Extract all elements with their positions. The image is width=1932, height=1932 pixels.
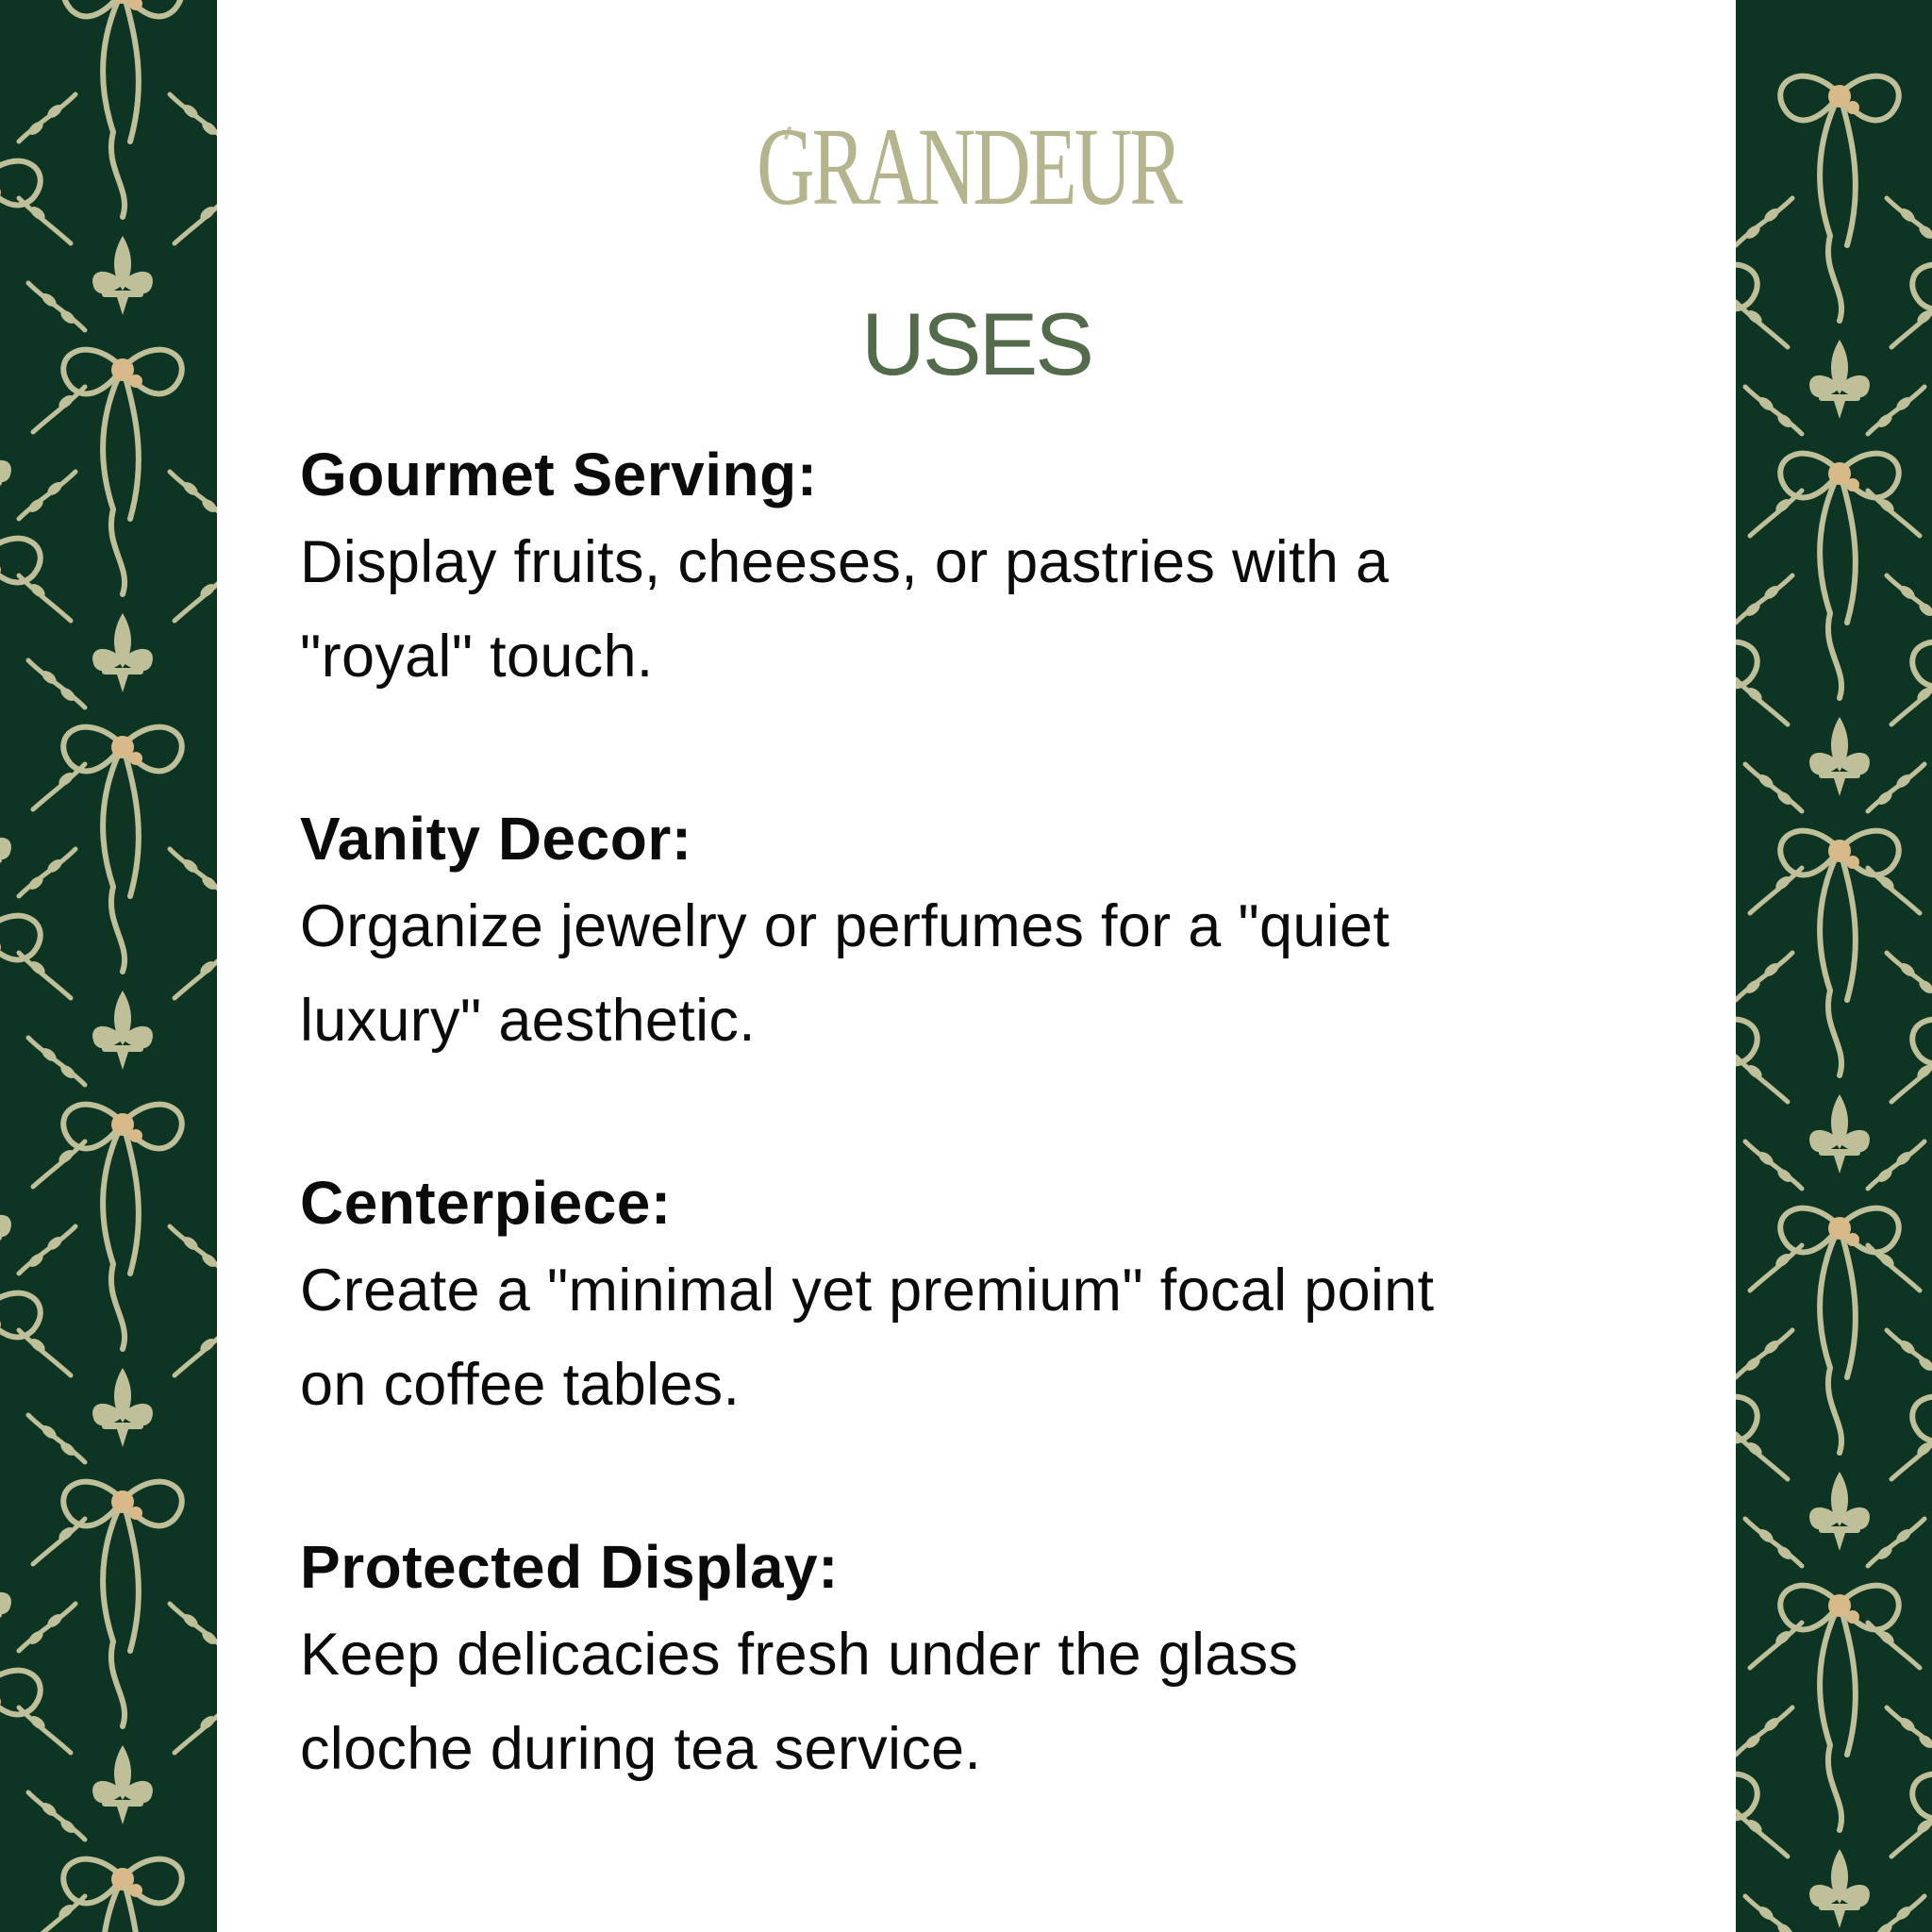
uses-list xyxy=(300,434,1677,1890)
use-description-line: Keep delicacies fresh under the glass xyxy=(300,1622,1299,1688)
use-title: Gourmet Serving: xyxy=(300,441,818,508)
use-description-line: on coffee tables. xyxy=(300,1352,741,1418)
left-ornamental-border xyxy=(0,0,217,1932)
use-description-line: cloche during tea service. xyxy=(300,1716,982,1782)
use-description xyxy=(300,1607,1677,1796)
use-description-line: luxury" aesthetic. xyxy=(300,988,756,1054)
use-description xyxy=(300,1243,1677,1432)
use-description xyxy=(300,879,1677,1068)
use-description-line: "royal" touch. xyxy=(300,624,654,690)
use-item-vanity-decor xyxy=(300,798,1677,1068)
use-title: Centerpiece: xyxy=(300,1169,672,1237)
use-item-centerpiece xyxy=(300,1162,1677,1432)
left-damask-pattern xyxy=(0,0,217,1932)
use-description-line: Display fruits, cheeses, or pastries with a xyxy=(300,529,1390,595)
use-description-line: Create a "minimal yet premium" focal point xyxy=(300,1257,1435,1324)
page-title: USES xyxy=(861,294,1091,393)
right-ornamental-border xyxy=(1736,0,1932,1932)
content-panel xyxy=(217,0,1736,1932)
use-title: Protected Display: xyxy=(300,1533,839,1601)
use-item-gourmet-serving xyxy=(300,434,1677,704)
brand-logo: GRANDEUR xyxy=(757,105,1181,228)
use-description xyxy=(300,515,1677,704)
use-description-line: Organize jewelry or perfumes for a "quiet xyxy=(300,893,1391,959)
use-title: Vanity Decor: xyxy=(300,805,692,873)
right-damask-pattern xyxy=(1736,0,1932,1932)
use-item-protected-display xyxy=(300,1526,1677,1796)
